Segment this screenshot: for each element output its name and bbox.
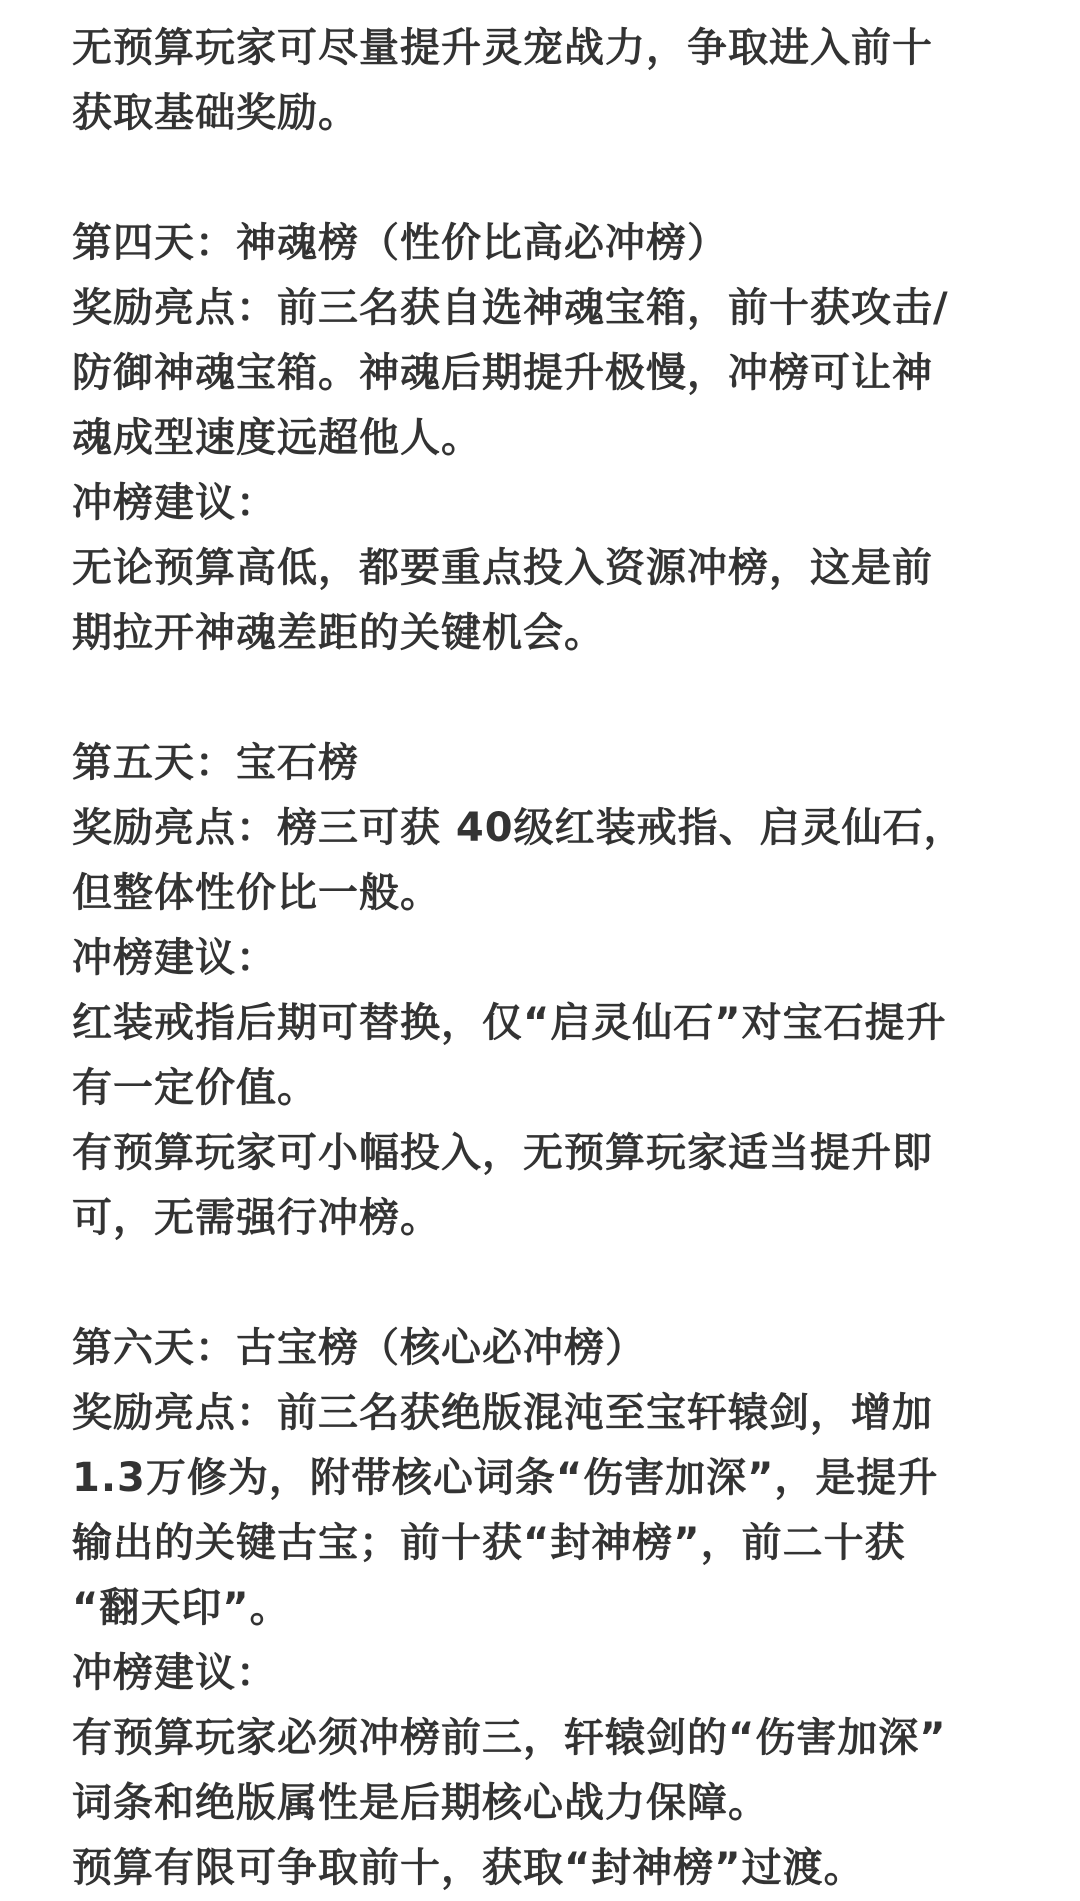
day6-reward-line-2: 1.3万修为，附带核心词条“伤害加深”，是提升: [72, 1455, 939, 1501]
day5-advice-line-3: 有预算玩家可小幅投入，无预算玩家适当提升即: [72, 1130, 933, 1176]
day5-reward-line-1: 奖励亮点：榜三可获 40级红装戒指、启灵仙石，: [72, 805, 965, 851]
text-line-2: 获取基础奖励。: [72, 90, 359, 136]
day5-advice-line-4: 可，无需强行冲榜。: [72, 1195, 441, 1241]
text-line-1: 无预算玩家可尽量提升灵宠战力，争取进入前十: [72, 25, 933, 71]
day6-reward-line-1: 奖励亮点：前三名获绝版混沌至宝轩辕剑，增加: [72, 1390, 933, 1436]
day5-reward-line-2: 但整体性价比一般。: [72, 870, 441, 916]
day6-heading: 第六天：古宝榜（核心必冲榜）: [72, 1325, 646, 1371]
day6-reward-line-3: 输出的关键古宝；前十获“封神榜”，前二十获: [72, 1520, 906, 1566]
day4-heading: 第四天：神魂榜（性价比高必冲榜）: [72, 220, 728, 266]
day6-advice-heading: 冲榜建议：: [72, 1650, 277, 1696]
day5-heading: 第五天：宝石榜: [72, 740, 359, 786]
paragraph-gap: [72, 1251, 1032, 1316]
day5-advice-heading: 冲榜建议：: [72, 935, 277, 981]
day6-advice-line-2: 词条和绝版属性是后期核心战力保障。: [72, 1780, 769, 1826]
paragraph-gap: [72, 666, 1032, 731]
day5-advice-line-1: 红装戒指后期可替换，仅“启灵仙石”对宝石提升: [72, 1000, 947, 1046]
paragraph-gap: [72, 146, 1032, 211]
day6-advice-line-3: 预算有限可争取前十，获取“封神榜”过渡。: [72, 1845, 865, 1891]
day6-advice-line-1: 有预算玩家必须冲榜前三，轩辕剑的“伤害加深”: [72, 1715, 947, 1761]
day4-advice-heading: 冲榜建议：: [72, 480, 277, 526]
day5-advice-line-2: 有一定价值。: [72, 1065, 318, 1111]
day4-reward-line-2: 防御神魂宝箱。神魂后期提升极慢，冲榜可让神: [72, 350, 933, 396]
day4-advice-line-2: 期拉开神魂差距的关键机会。: [72, 610, 605, 656]
day6-reward-line-4: “翻天印”。: [72, 1585, 291, 1631]
day4-reward-line-1: 奖励亮点：前三名获自选神魂宝箱，前十获攻击/: [72, 285, 949, 331]
day4-reward-line-3: 魂成型速度远超他人。: [72, 415, 482, 461]
article-body: [72, 16, 1032, 1901]
day4-advice-line-1: 无论预算高低，都要重点投入资源冲榜，这是前: [72, 545, 933, 591]
